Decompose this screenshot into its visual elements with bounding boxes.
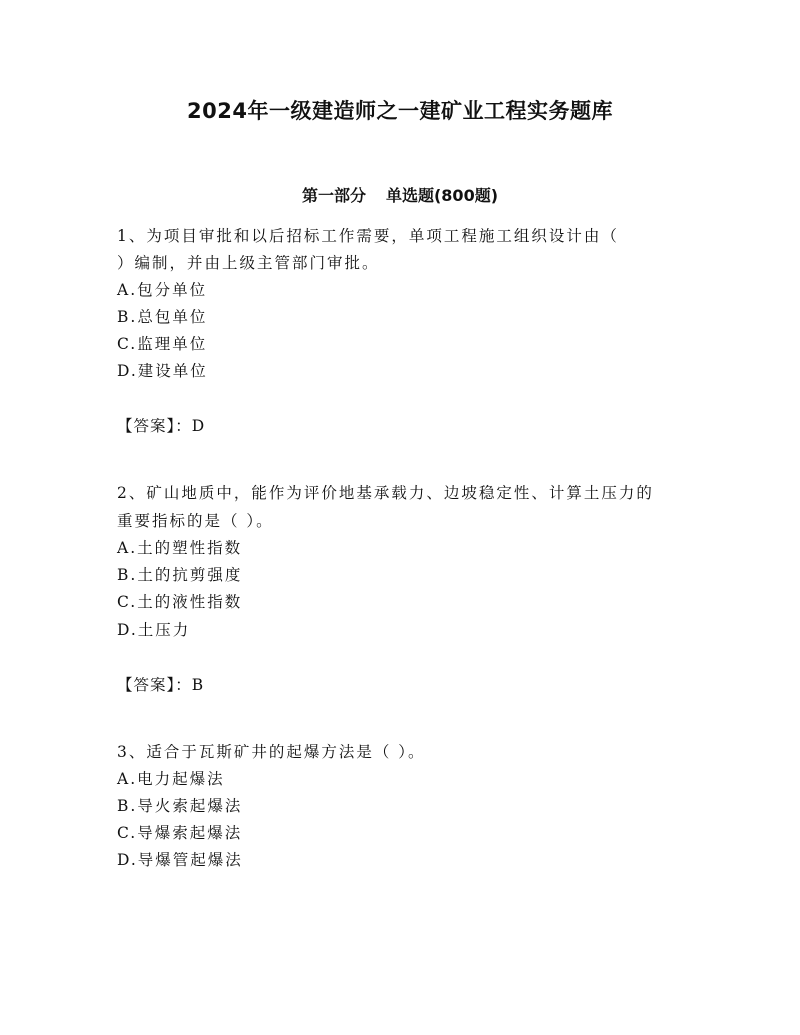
question-1-answer: 【答案】：D xyxy=(117,417,206,435)
question-1-stem-line-2: ）编制，并由上级主管部门审批。 xyxy=(117,254,380,272)
question-2-option-b: B.土的抗剪强度 xyxy=(117,566,243,584)
question-1-option-c: C.监理单位 xyxy=(117,335,208,353)
question-2-option-a: A.土的塑性指数 xyxy=(117,539,243,557)
question-1-option-d: D.建设单位 xyxy=(117,362,208,380)
question-3-option-a: A.电力起爆法 xyxy=(117,770,225,788)
section-heading xyxy=(0,183,800,206)
question-3-option-c: C.导爆索起爆法 xyxy=(117,824,243,842)
question-2-stem-line-2: 重要指标的是（ ）。 xyxy=(117,512,274,530)
question-1-stem-line-1: 1、为项目审批和以后招标工作需要，单项工程施工组织设计由（ xyxy=(117,227,619,245)
section-name: 单选题(800题) xyxy=(385,186,499,205)
question-2-option-c: C.土的液性指数 xyxy=(117,593,243,611)
question-1-option-a: A.包分单位 xyxy=(117,281,208,299)
question-2-option-d: D.土压力 xyxy=(117,621,191,639)
question-3-option-d: D.导爆管起爆法 xyxy=(117,851,243,869)
question-3-option-b: B.导火索起爆法 xyxy=(117,797,243,815)
document-title: 2024年一级建造师之一建矿业工程实务题库 xyxy=(187,99,613,123)
question-3-stem-line-1: 3、适合于瓦斯矿井的起爆方法是（ ）。 xyxy=(117,743,426,761)
question-2-answer: 【答案】：B xyxy=(117,676,205,694)
question-1-option-b: B.总包单位 xyxy=(117,308,208,326)
section-part: 第一部分 xyxy=(301,186,366,205)
question-2-stem-line-1: 2、矿山地质中，能作为评价地基承载力、边坡稳定性、计算土压力的 xyxy=(117,484,654,502)
